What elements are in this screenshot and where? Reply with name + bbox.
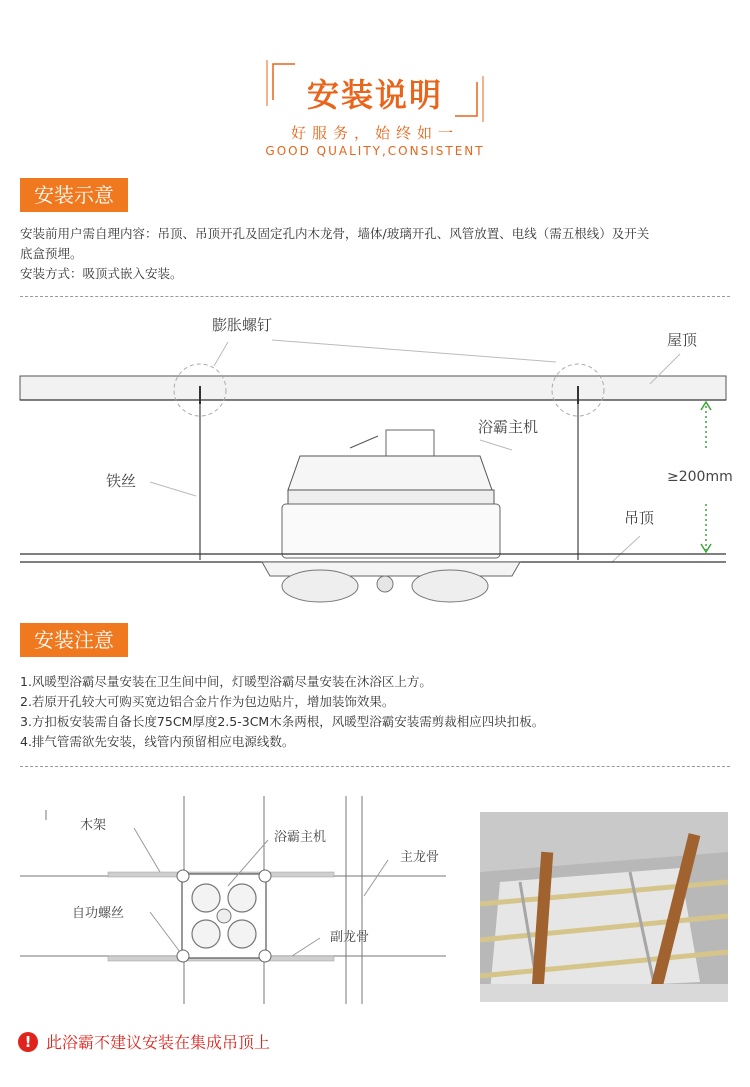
ceiling-install-diagram [0,300,750,610]
install-prereq-line2: 底盒预埋。 [20,246,83,261]
install-method-line: 安装方式：吸顶式嵌入安装。 [20,266,183,281]
label-roof: 屋顶 [667,331,698,349]
label-sub-keel: 副龙骨 [330,930,370,945]
note-item-3: 3.方扣板安装需自备长度75CM厚度2.5-3CM木条两根，风暖型浴霸安装需剪裁相应四块扣板。 [20,714,545,729]
label-min-distance: ≥200mm [667,469,733,485]
section-heading-notes: 安装注意 [20,623,128,657]
page-title: 安装说明 [306,76,443,114]
divider [20,296,730,297]
label-main-keel: 主龙骨 [400,850,440,865]
label-ceiling: 吊顶 [624,509,655,527]
warning-text: 此浴霸不建议安装在集成吊顶上 [46,1033,271,1052]
label-expansion-screw: 膨胀螺钉 [212,316,273,334]
note-item-1: 1.风暖型浴霸尽量安装在卫生间中间，灯暖型浴霸尽量安装在沐浴区上方。 [20,674,432,689]
divider [20,766,730,767]
install-prereq-text [20,224,732,284]
label-heater-main-unit: 浴霸主机 [478,418,539,436]
section-heading-install-diagram: 安装示意 [20,178,128,212]
label-wire: 铁丝 [106,472,137,490]
label-self-tapping-screw: 自功螺丝 [72,906,125,921]
page-subtitle-en: GOOD QUALITY,CONSISTENT [265,144,485,158]
label-wood-frame: 木架 [80,818,107,833]
notes-list [20,672,732,752]
label-heater-main-unit-plan: 浴霸主机 [274,830,327,845]
frame-plan-diagram [0,790,470,1010]
note-item-2: 2.若原开孔较大可购买宽边铝合金片作为包边贴片，增加装饰效果。 [20,694,395,709]
exclamation-icon: ! [18,1032,38,1052]
ceiling-frame-photo [480,812,728,1002]
page-subtitle: 好服务，始终如一 [290,124,459,142]
install-prereq-line1: 安装前用户需自理内容：吊顶、吊顶开孔及固定孔内木龙骨，墙体/玻璃开孔、风管放置、电线（需五根线）及开关 [20,226,650,241]
note-item-4: 4.排气管需欲先安装，线管内预留相应电源线数。 [20,734,295,749]
warning-note [18,1030,270,1053]
